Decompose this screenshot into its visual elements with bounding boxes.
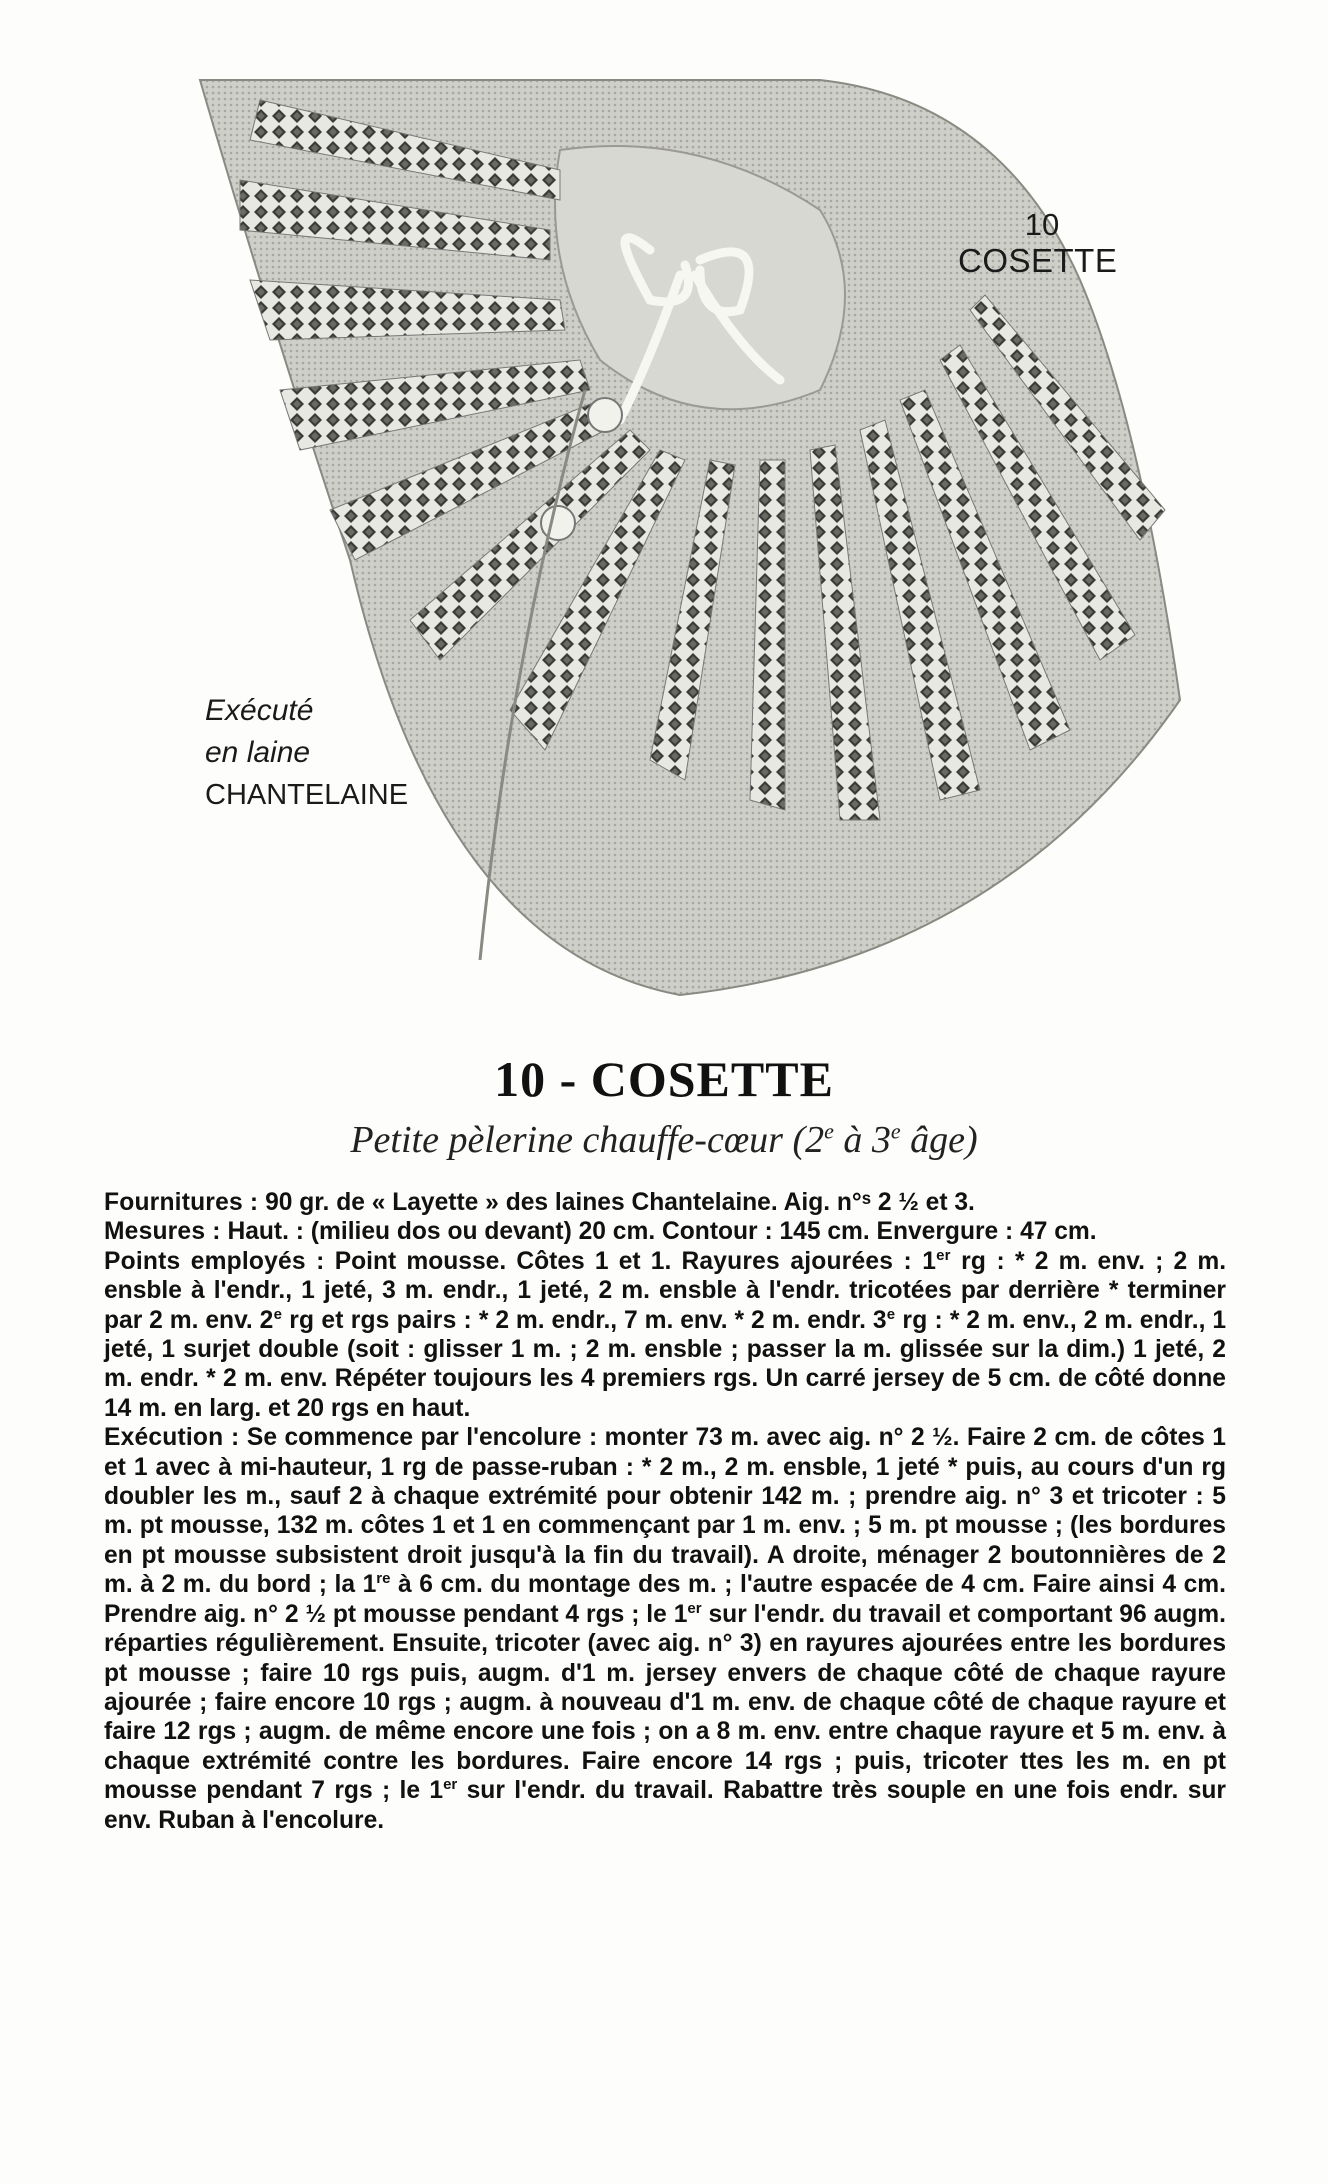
rayures-label: Rayures ajourées : 1 — [681, 1247, 937, 1275]
subtitle-post: âge) — [900, 1119, 978, 1161]
subtitle-sup-2: e — [890, 1118, 901, 1144]
button-top — [588, 398, 622, 432]
fournitures-label: Fournitures : — [104, 1189, 259, 1216]
caption-line-3: CHANTELAINE — [205, 779, 409, 811]
row2-label-num: 2 — [259, 1306, 274, 1334]
caption-line-1: Exécuté — [205, 694, 314, 727]
subtitle-sup-1: e — [824, 1118, 834, 1144]
mesures-text: Haut. : (milieu dos ou devant) 20 cm. Contour : 145 cm. Envergure : 47 cm. — [220, 1218, 1097, 1246]
execution-label: Exécution : — [104, 1424, 240, 1452]
row3-label-num: 3 — [872, 1306, 887, 1334]
photo-caption — [205, 690, 408, 816]
capelet-photo — [180, 60, 1200, 1000]
points-label: Points employés : — [104, 1247, 325, 1275]
points-text-4: * 2 m. env., 2 m. endr., 1 jeté, 1 surjet double (soit : glisser 1 m. ; 2 m. ensble ; passer la m. glissée sur la dim.) 1 jeté, 2 m. endr. * 2 m. env. Répéter toujours les 4 premiers rgs. Un carré jersey de 5 cm. de côté donne 14 m. en larg. et 20 rgs en haut. — [104, 1306, 1226, 1422]
photo-pattern-name: COSETTE — [958, 242, 1118, 279]
subtitle-pre: Petite pèlerine chauffe-cœur (2 — [350, 1119, 825, 1161]
section-fournitures — [104, 1188, 1226, 1217]
fournitures-text: 90 gr. de « Layette » des laines Chantelaine. Aig. n°ˢ 2 ½ et 3. — [258, 1189, 975, 1216]
execution-sup-1: re — [376, 1570, 391, 1588]
capelet-illustration — [180, 60, 1200, 1000]
pattern-subtitle — [0, 1118, 1328, 1162]
execution-sup-2: er — [687, 1599, 702, 1617]
execution-text-2: à 6 cm. du montage des m. ; l'autre espacée de 4 cm. Faire ainsi 4 cm. Prendre aig. n° 2 ½ pt mousse pendant 4 rgs ; le 1 — [104, 1571, 1227, 1628]
row2-sup: e — [273, 1305, 283, 1323]
section-mesures — [104, 1217, 1226, 1246]
row3-sup: e — [886, 1305, 896, 1323]
points-text-1: Point mousse. Côtes 1 et 1. — [324, 1247, 682, 1275]
mesures-label: Mesures : — [104, 1218, 221, 1246]
pattern-title: 10 - COSETTE — [494, 1051, 834, 1107]
execution-text-1: Se commence par l'encolure : monter 73 m. avec aig. n° 2 ½. Faire 2 cm. de côtes 1 et 1 avec à mi-hauteur, 1 rg de passe-ruban : * 2 m., 2 m. ensble, 1 jeté * puis, au cours d'un rg doubler les m., sauf 2 à chaque extrémité pour obtenir 142 m. ; prendre aig. n° 3 et tricoter : 5 m. pt mousse, 132 m. côtes 1 et 1 en commençant par 1 m. env. ; 5 m. pt mousse ; (les bordures en pt mousse subsistent droit jusqu'à la fin du travail). A droite, ménager 2 boutonnières de 2 m. à 2 m. du bord ; la 1 — [104, 1424, 1226, 1599]
button-bottom — [541, 506, 575, 540]
row3-label: rg : — [895, 1306, 943, 1334]
points-text-3: * 2 m. endr., 7 m. env. * 2 m. endr. — [471, 1306, 873, 1334]
photo-pattern-number: 10 — [1024, 207, 1060, 242]
execution-sup-3: er — [443, 1775, 458, 1793]
section-points — [104, 1247, 1226, 1423]
row2-label: rg et rgs pairs : — [282, 1306, 472, 1334]
execution-text-4: sur l'endr. du travail. Rabattre très souple en une fois endr. sur env. Ruban à l'encolure. — [104, 1777, 1226, 1834]
section-execution — [104, 1423, 1226, 1835]
instructions — [104, 1188, 1226, 1835]
caption-line-2: en laine — [205, 736, 311, 769]
points-text-2: * 2 m. env. ; 2 m. ensble à l'endr., 1 jeté, 3 m. endr., 1 jeté, 2 m. ensble à l'endr. tricotées par derrière * terminer par 2 m. env. — [104, 1247, 1227, 1334]
row1-label: rg : — [950, 1247, 1005, 1275]
subtitle-mid: à 3 — [833, 1119, 891, 1161]
execution-text-3: sur l'endr. du travail et comportant 96 augm. réparties régulièrement. Ensuite, tricoter (avec aig. n° 3) en rayures ajourées entre les bordures pt mousse ; faire 10 rgs puis, augm. d'1 m. jersey envers de chaque côté de chaque rayure ajourée ; faire encore 10 rgs ; augm. à nouveau d'1 m. env. de chaque côté de chaque rayure et faire 12 rgs ; augm. de même encore une fois ; on a 8 m. env. entre chaque rayure et 5 m. env. à chaque extrémité contre les bordures. Faire encore 14 rgs ; puis, tricoter ttes les m. en pt mousse pendant 7 rgs ; le 1 — [104, 1600, 1226, 1805]
rayures-sup: er — [936, 1246, 951, 1264]
